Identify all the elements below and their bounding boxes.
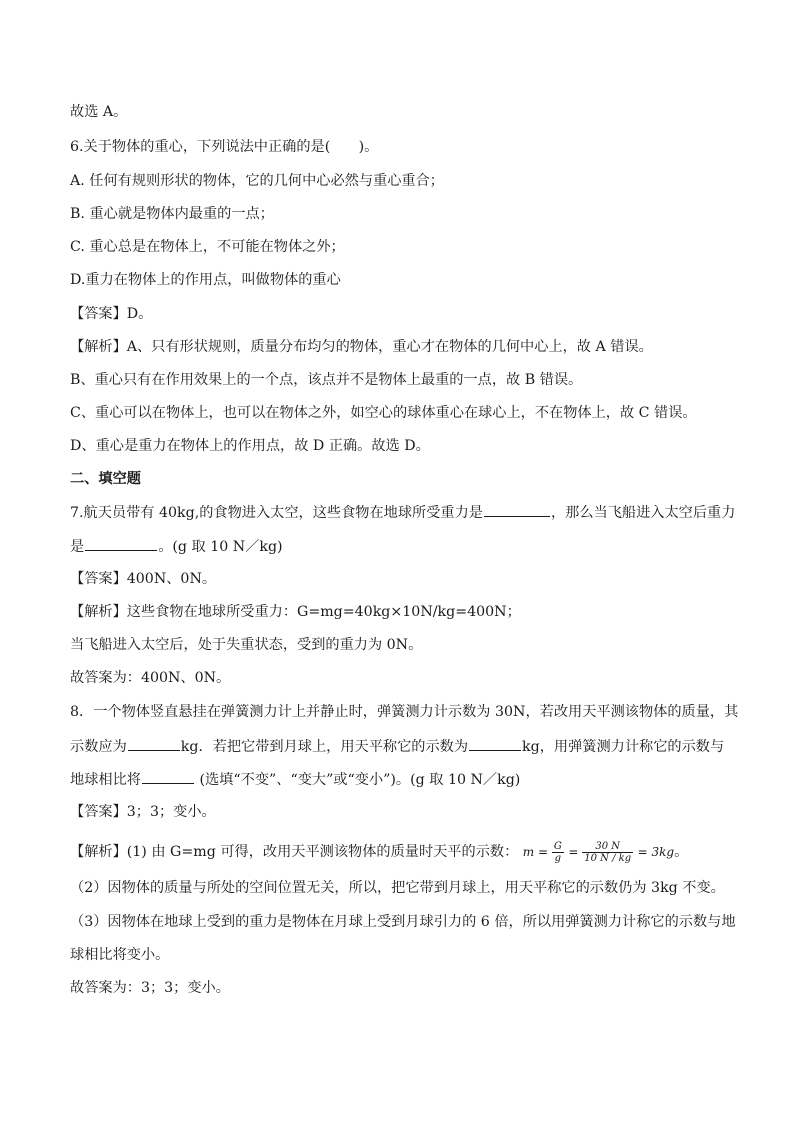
explanation-6-line: D、重心是重力在物体上的作用点，故 D 正确。故选 D。 [70,438,430,454]
answer-6: 【答案】D。 [70,306,153,322]
question-7-text: 是 [70,539,85,555]
question-7-line1 [70,503,735,521]
explanation-8-text: 。 [674,844,689,860]
question-6: 6.关于物体的重心，下列说法中正确的是( )。 [70,139,379,155]
formula-fraction [582,841,633,864]
fraction-numerator: G [553,840,562,852]
text-line: 故选 A。 [70,104,128,120]
explanation-8-line: （3）因物体在地球上受到的重力是物体在月球上受到月球引力的 6 倍，所以用弹簧测力计称它的示数与地 [70,914,736,930]
explanation-7-line: 【解析】这些食物在地球所受重力：G=mg=40kg×10N/kg=400N； [70,604,521,620]
explanation-8-line: 故答案为：3；3；变小。 [70,980,230,996]
explanation-6-line: 【解析】A、只有形状规则，质量分布均匀的物体，重心才在物体的几何中心上，故 A 错误。 [70,339,653,355]
question-8-line1: 8．一个物体竖直悬挂在弹簧测力计上并静止时，弹簧测力计示数为 30N，若改用天平测该物体的质量，其 [70,704,739,720]
question-8-text: kg，用弹簧测力计称它的示数与 [522,739,725,755]
answer-blank[interactable] [484,503,550,517]
formula-result: = 3kg [637,845,675,859]
formula-variable: m [522,845,535,859]
section-heading: 二、填空题 [70,471,141,487]
explanation-8-line: 球相比将变小。 [70,947,170,963]
question-8-line2 [70,737,724,755]
answer-blank[interactable] [128,737,180,751]
question-7-line2 [70,537,283,555]
fraction-denominator: 10 N / kg [584,852,632,864]
question-8-text: 示数应为 [70,739,127,755]
question-7-text: ，那么当飞船进入太空后重力 [550,505,736,521]
option-b: B. 重心就是物体内最重的一点； [70,206,274,222]
question-8-text: kg．若把它带到月球上，用天平称它的示数为 [180,739,469,755]
question-7-text: 7.航天员带有 40kg,的食物进入太空，这些食物在地球所受重力是 [70,505,483,521]
question-8-text: 地球相比将 [70,772,141,788]
fraction-denominator: g [554,852,562,864]
formula-equals: = [534,845,552,859]
option-d: D.重力在物体上的作用点，叫做物体的重心 [70,272,341,288]
question-7-text: 。(g 取 10 N／kg) [158,539,283,555]
option-a: A. 任何有规则形状的物体，它的几何中心必然与重心重合； [70,173,444,189]
explanation-6-line: C、重心可以在物体上，也可以在物体之外，如空心的球体重心在球心上，不在物体上，故 C 错误。 [70,405,697,421]
explanation-6-line: B、重心只有在作用效果上的一个点，该点并不是物体上最重的一点，故 B 错误。 [70,372,583,388]
question-8-text: (选填“不变”、“变大”或“变小”)。(g 取 10 N／kg) [194,772,521,788]
question-8-line3 [70,770,520,788]
explanation-7-line: 当飞船进入太空后，处于失重状态，受到的重力为 0N。 [70,637,423,653]
explanation-8-line1 [70,840,688,864]
fraction-numerator: 30 N [582,841,633,853]
answer-blank[interactable] [469,737,521,751]
explanation-8-text: 【解析】(1) 由 G=mg 可得，改用天平测该物体的质量时天平的示数： [70,844,519,860]
option-c: C. 重心总是在物体上，不可能在物体之外； [70,239,345,255]
explanation-7-line: 故答案为：400N、0N。 [70,670,231,686]
answer-8: 【答案】3；3；变小。 [70,804,216,820]
explanation-8-line: （2）因物体的质量与所处的空间位置无关，所以，把它带到月球上，用天平称它的示数仍为 3kg 不变。 [70,880,725,896]
formula-fraction [552,841,564,864]
answer-7: 【答案】400N、0N。 [70,571,217,587]
answer-blank[interactable] [85,537,157,551]
formula-equals: = [568,845,583,859]
answer-blank[interactable] [142,770,194,784]
